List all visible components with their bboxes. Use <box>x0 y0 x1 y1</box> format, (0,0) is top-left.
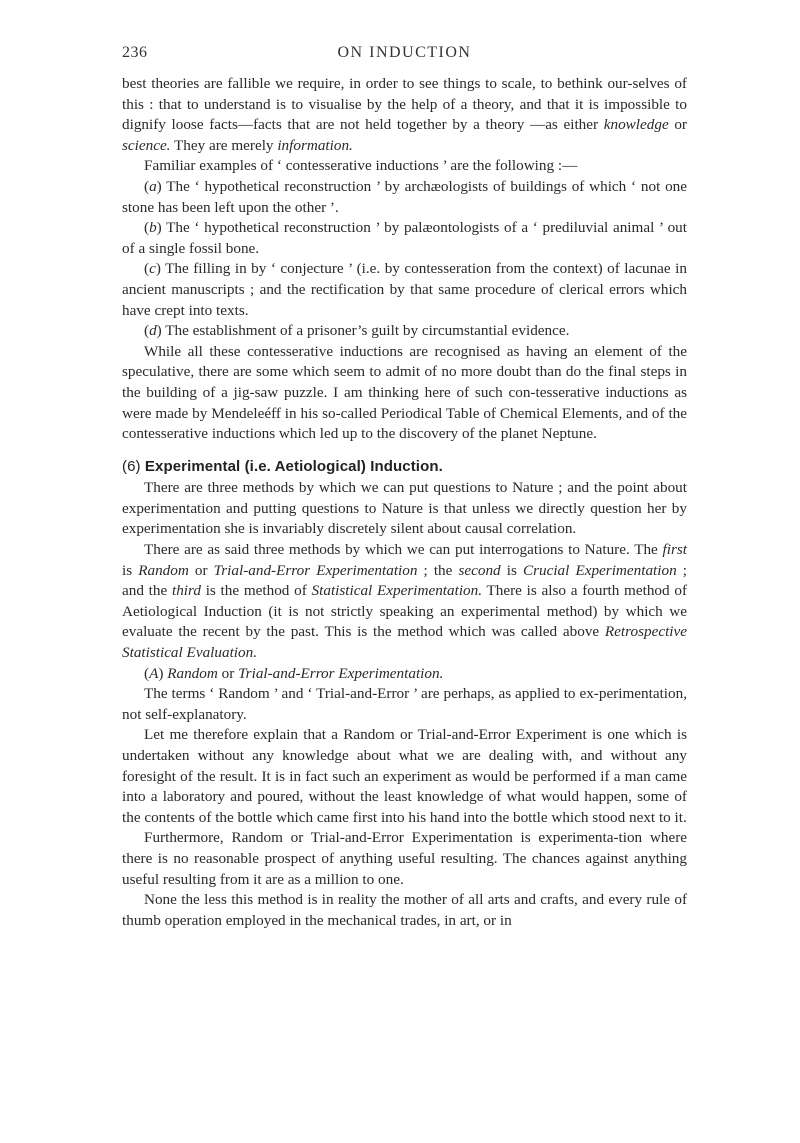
text-run: ) <box>158 664 168 682</box>
italic-text: Trial-and-Error Experimentation. <box>238 664 444 682</box>
italic-text: first <box>662 541 687 559</box>
italic-text: second <box>458 561 501 579</box>
text-run: Familiar examples of ‘ contesserative inductions ’ are the following :— <box>144 157 578 175</box>
text-run: or <box>668 116 687 134</box>
text-run: is the method of <box>200 582 312 600</box>
text-run: ; and the <box>122 561 687 600</box>
italic-text: knowledge <box>603 116 669 134</box>
page-header <box>122 44 687 74</box>
paragraph <box>122 540 687 664</box>
paragraph <box>122 478 687 540</box>
paragraph <box>122 664 687 685</box>
paragraph <box>122 321 687 342</box>
text-run: Furthermore, Random or Trial-and-Error Experimentation is experimenta-tion where there is no reasonable prospect of anything useful resulting. The chances against anything useful resulting from it are as a million to one. <box>122 829 687 888</box>
section-heading <box>122 457 687 478</box>
italic-text: science. <box>122 136 171 154</box>
text-run: There are as said three methods by which we can put interrogations to Nature. The <box>144 541 663 559</box>
italic-text: Trial-and-Error Experimentation <box>213 561 418 579</box>
italic-text: b <box>149 219 157 237</box>
text-run: ) The establishment of a prisoner’s guilt by circumstantial evidence. <box>156 322 570 340</box>
text-run: ( <box>144 219 150 237</box>
paragraph <box>122 342 687 445</box>
italic-text: Retrospective Statistical Evaluation. <box>122 623 687 662</box>
text-run: None the less this method is in reality the mother of all arts and crafts, and every rule of thumb operation employed in the mechanical trades, in art, or in <box>122 891 687 929</box>
paragraph <box>122 156 687 177</box>
text-run: or <box>217 664 239 682</box>
text-run: While all these contesserative inductions are recognised as having an element of the speculative, there are some which seem to admit of no more doubt than do the final steps in the building of a jig-saw puzzle. I am thinking here of such con-tesserative inductions as were made by Mendeleéff in his so-called Periodical Table of Chemical Elements, and of the contesserative inductions which led up to the discovery of the planet Neptune. <box>122 342 687 443</box>
italic-text: a <box>149 177 157 195</box>
text-run: ( <box>144 177 150 195</box>
paragraph <box>122 218 687 259</box>
text-run: ) The ‘ hypothetical reconstruction ’ by palæontologists of a ‘ prediluvial animal ’ out of a single fossil bone. <box>122 219 687 257</box>
text-run: is <box>122 561 139 579</box>
text-run: There is also a fourth method of Aetiological Induction (it is not strictly speaking an experimental method) by which we evaluate the recent by the past. This is the method which was called above <box>122 582 688 641</box>
text-run: The terms ‘ Random ’ and ‘ Trial-and-Error ’ are perhaps, as applied to ex-perimentation, not self-explanatory. <box>122 685 687 723</box>
italic-text: Random <box>167 664 218 682</box>
paragraph <box>122 259 687 321</box>
text-run: Let me therefore explain that a Random or Trial-and-Error Experiment is one which is undertaken without any knowledge about what we are dealing with, and without any foresight of the result. It is in fact such an experiment as would be performed if a man came into a laboratory and poured, without the least knowledge of what would happen, some of the contents of the bottle which came first into his hand into the bottle which stood next to it. <box>122 726 687 826</box>
italic-text: Crucial Experimentation <box>522 561 677 579</box>
italic-text: third <box>171 582 201 600</box>
text-run: or <box>188 561 214 579</box>
text-run: There are three methods by which we can put questions to Nature ; and the point about experimentation and putting questions to Nature is that unless we directly question her by experimentation she is invariably discretely silent about causal correlation. <box>122 479 687 538</box>
text-run: Experimental (i.e. Aetiological) Induction. <box>144 457 443 475</box>
italic-text: Statistical Experimentation. <box>311 582 483 600</box>
paragraph <box>122 725 687 828</box>
paragraph <box>122 684 687 725</box>
text-run: ) The filling in by ‘ conjecture ’ (i.e. by contesseration from the context) of lacunae in ancient manuscripts ; and the rectification by that same procedure of clerical errors which have crept into texts. <box>122 260 687 319</box>
text-run: best theories are fallible we require, in order to see things to scale, to bethink our-selves of this : that to understand is to visualise by the help of a theory, and that it is impossible to dignify loose facts—facts that are not held together by a theory —as either <box>122 75 687 134</box>
italic-text: Random <box>138 561 189 579</box>
italic-text: d <box>149 322 157 340</box>
paragraph <box>122 74 687 156</box>
paragraph <box>122 828 687 890</box>
page-number: 236 <box>122 44 148 61</box>
text-run: ( <box>144 322 150 340</box>
text-run: is <box>500 561 523 579</box>
body-text <box>122 74 687 931</box>
text-run: ) The ‘ hypothetical reconstruction ’ by archæologists of buildings of which ‘ not one stone has been left upon the other ’. <box>122 177 687 216</box>
text-run: They are merely <box>170 136 278 154</box>
text-run: (6) <box>122 457 145 475</box>
paragraph <box>122 177 687 218</box>
italic-text: A <box>149 664 159 682</box>
text-run: ; the <box>417 561 459 579</box>
running-title: ON INDUCTION <box>337 44 472 61</box>
book-page <box>122 44 687 931</box>
text-run: ( <box>144 664 150 682</box>
paragraph <box>122 890 687 931</box>
text-run: ( <box>144 260 150 278</box>
italic-text: information. <box>277 136 353 154</box>
italic-text: c <box>149 260 156 278</box>
